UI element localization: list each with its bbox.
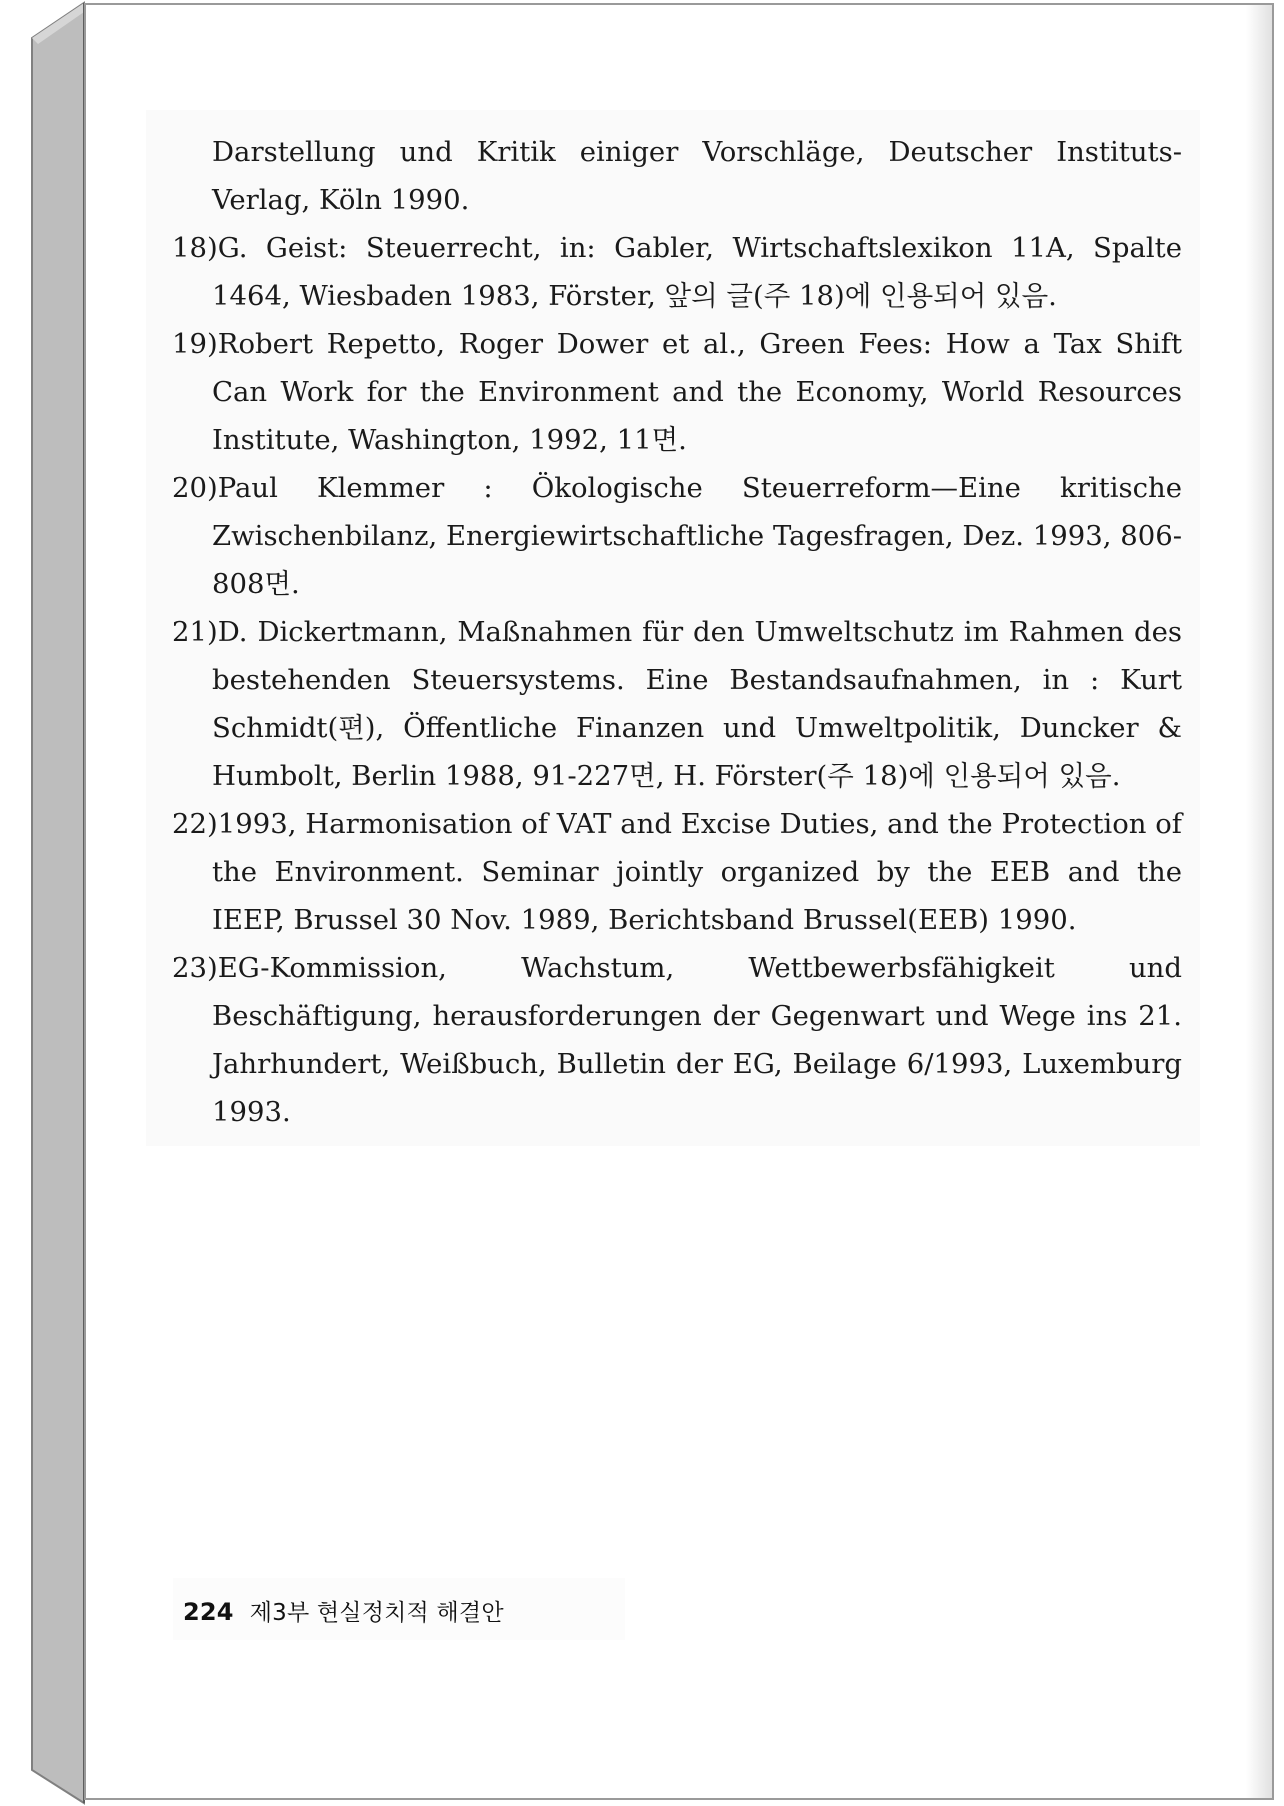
footnote-number: 23) [172, 952, 218, 984]
footnotes-list [172, 128, 1182, 1136]
footnote-18 [172, 224, 1182, 320]
footnote-text: Robert Repetto, Roger Dower et al., Green Fees: How a Tax Shift Can Work for the Environment and the Economy, World Resources Institute, Washington, 1992, 11면. [212, 328, 1182, 456]
footnote-text: G. Geist: Steuerrecht, in: Gabler, Wirtschaftslexikon 11A, Spalte 1464, Wiesbaden 1983, Förster, 앞의 글(주 18)에 인용되어 있음. [212, 232, 1182, 312]
footnote-number: 19) [172, 328, 218, 360]
page-footer [183, 1594, 504, 1627]
footnote-number: 21) [172, 616, 218, 648]
footnote-20 [172, 464, 1182, 608]
footnote-number: 22) [172, 808, 218, 840]
footnote-number: 18) [172, 232, 218, 264]
continued-note: Darstellung und Kritik einiger Vorschläge, Deutscher Instituts-Verlag, Köln 1990. [212, 136, 1182, 216]
footnote-23 [172, 944, 1182, 1136]
footnote-text: Paul Klemmer : Ökologische Steuerreform—Eine kritische Zwischenbilanz, Energiewirtschaftliche Tagesfragen, Dez. 1993, 806-808면. [212, 472, 1182, 600]
book-spine [0, 0, 86, 1806]
footnote-text: 1993, Harmonisation of VAT and Excise Duties, and the Protection of the Environment. Seminar jointly organized by the EEB and the IEEP, Brussel 30 Nov. 1989, Berichtsband Brussel(EEB) 1990. [212, 808, 1182, 936]
page-edge-shadow [1246, 5, 1272, 1798]
footnote-number: 20) [172, 472, 218, 504]
footnote-text: D. Dickertmann, Maßnahmen für den Umweltschutz im Rahmen des bestehenden Steuersystems. Eine Bestandsaufnahmen, in : Kurt Schmidt(편), Öffentliche Finanzen und Umweltpolitik, Duncker & Humbolt, Berlin 1988, 91-227면, H. Förster(주 18)에 인용되어 있음. [212, 616, 1182, 792]
section-title: 제3부 현실정치적 해결안 [249, 1600, 504, 1626]
footnote-22 [172, 800, 1182, 944]
footnote-text: EG-Kommission, Wachstum, Wettbewerbsfähigkeit und Beschäftigung, herausforderungen der Gegenwart und Wege ins 21. Jahrhundert, Weißbuch, Bulletin der EG, Beilage 6/1993, Luxemburg 1993. [212, 952, 1182, 1128]
footnote-21 [172, 608, 1182, 800]
page-number: 224 [183, 1598, 234, 1626]
footnote-19 [172, 320, 1182, 464]
